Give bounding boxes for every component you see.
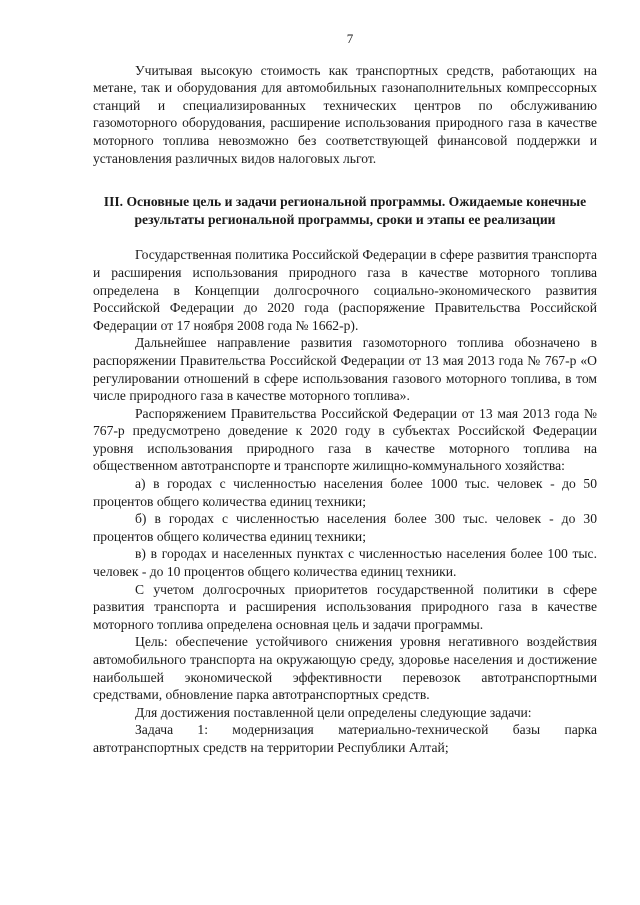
paragraph-order-767: Распоряжением Правительства Российской Федерации от 13 мая 2013 года № 767-р предусмотрено доведение к 2020 году в субъектах Российской Федерации уровня использования природного газа в качестве моторного топлива на общественном автотранспорте и транспорте жилищно-коммунального хозяйства:	[93, 405, 597, 474]
list-item-a: а) в городах с численностью населения более 1000 тыс. человек - до 50 процентов общего количества единиц техники;	[93, 476, 597, 509]
list-item-c: в) в городах и населенных пунктах с численностью населения более 100 тыс. человек - до 10 процентов общего количества единиц техники.	[93, 546, 597, 580]
section-heading: III. Основные цель и задачи региональной программы. Ожидаемые конечные результаты региональной программы, сроки и этапы ее реализации	[103, 194, 587, 227]
paragraph-further-direction: Дальнейшее направление развития газомоторного топлива обозначено в распоряжении Правительства Российской Федерации от 13 мая 2013 года № 767-р «О регулировании отношений в сфере использования газового моторного топлива, в том числе природного газа в качестве моторного топлива».	[93, 335, 597, 404]
page-number: 7	[346, 31, 354, 46]
paragraph-tasks-intro: Для достижения поставленной цели определены следующие задачи:	[135, 704, 532, 720]
paragraph-policy-concept: Государственная политика Российской Федерации в сфере развития транспорта и расширения использования природного газа в качестве моторного топлива определена в Концепции долгосрочного социально-экономического развития Российской Федерации до 2020 года (распоряжение Правительства Российской Федерации от 17 ноября 2008 года № 1662-р).	[93, 247, 597, 333]
paragraph-goal: Цель: обеспечение устойчивого снижения уровня негативного воздействия автомобильного транспорта на окружающую среду, здоровье населения и достижение наибольшей экономической эффективности перевозок автотранспортными средствами, обновление парка автотранспортных средств.	[93, 634, 597, 703]
intro-paragraph: Учитывая высокую стоимость как транспортных средств, работающих на метане, так и оборудования для автомобильных газонаполнительных компрессорных станций и специализированных технических центров по обслуживанию газомоторного оборудования, расширение использования природного газа в качестве моторного топлива невозможно без соответствующей финансовой поддержки и установления различных видов налоговых льгот.	[93, 62, 597, 166]
list-item-b: б) в городах с численностью населения более 300 тыс. человек - до 30 процентов общего количества единиц техники;	[93, 511, 597, 544]
paragraph-task-1: Задача 1: модернизация материально-технической базы парка автотранспортных средств на территории Республики Алтай;	[93, 722, 597, 755]
paragraph-priorities: С учетом долгосрочных приоритетов государственной политики в сфере развития транспорта и расширения использования природного газа в качестве моторного топлива определена основная цель и задачи программы.	[93, 581, 597, 632]
